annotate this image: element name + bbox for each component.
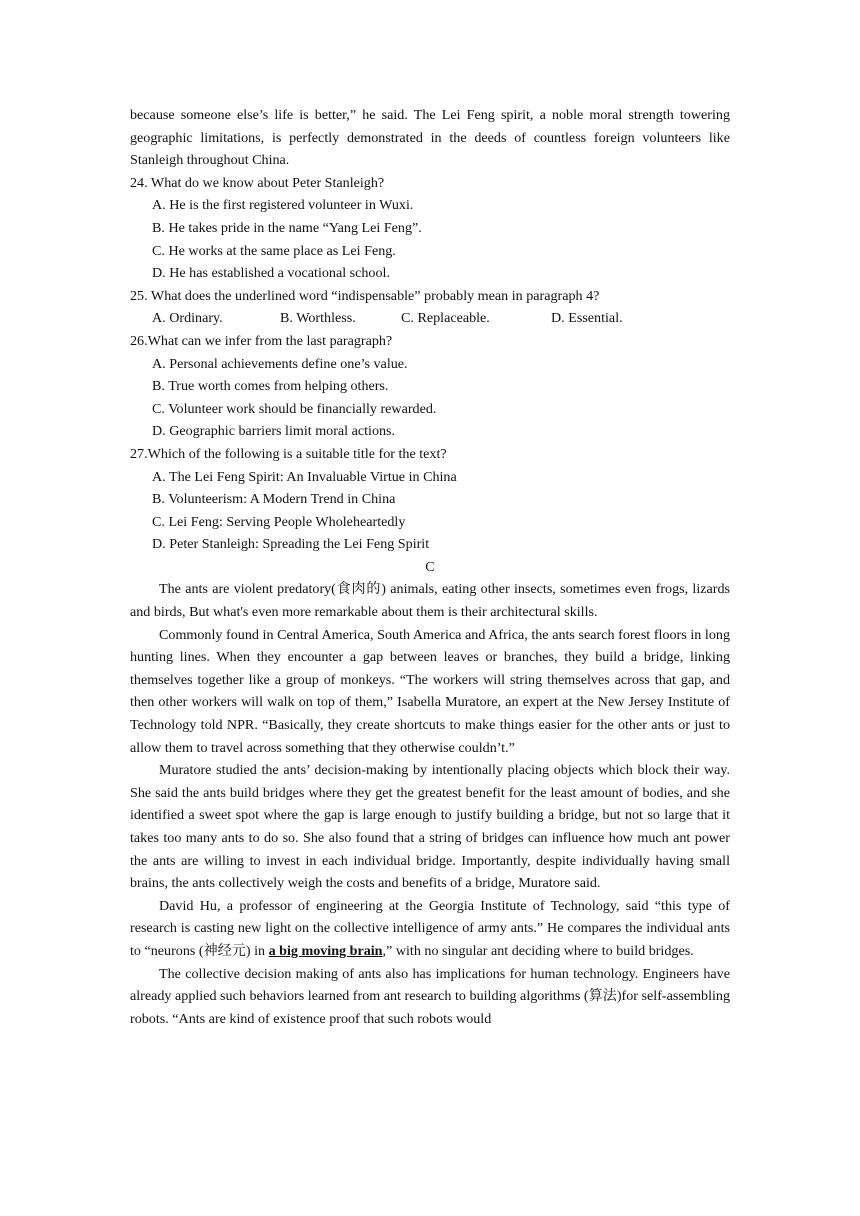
question-stem: 24. What do we know about Peter Stanleigh? [130, 174, 385, 191]
question-26 [130, 330, 730, 443]
question-stem: 26.What can we infer from the last paragraph? [130, 332, 393, 349]
option-b: B. Volunteerism: A Modern Trend in China [152, 491, 396, 508]
option-b: B. He takes pride in the name “Yang Lei Feng”. [152, 219, 422, 236]
paragraph-text: ,” with no singular ant deciding where to build bridges. [382, 942, 694, 959]
option-d: D. Essential. [551, 310, 623, 327]
option-b: B. True worth comes from helping others. [152, 378, 389, 395]
section-heading: C [425, 558, 435, 575]
passage-c-paragraph-2: Commonly found in Central America, South America and Africa, the ants search forest floors in long hunting lines. When they encounter a gap between leaves or branches, they build a bridge, linking themselves together like a group of monkeys. “The workers will string themselves across that gap, and then other workers will walk on top of them,” Isabella Muratore, an expert at the New Jersey Institute of Technology told NPR. “Basically, they create shortcuts to make things easier for the other ants or just to allow them to travel across something that they otherwise couldn’t.” [130, 626, 730, 756]
option-d: D. He has established a vocational school. [152, 265, 390, 282]
option-c: C. Volunteer work should be financially rewarded. [152, 400, 437, 417]
passage-c-paragraph-3: Muratore studied the ants’ decision-making by intentionally placing objects which block their way. She said the ants build bridges where they get the greatest benefit for the least amount of bodies, and she identified a sweet spot where the gap is large enough to justify building a bridge, but not so large that it takes too many ants to do so. She also found that a string of bridges can influence how much ant power the ants are willing to invest in each individual bridge. Importantly, despite individually having small brains, the ants collectively weigh the costs and benefits of a bridge, Muratore said. [130, 762, 730, 892]
options-row [152, 307, 730, 330]
option-d: D. Peter Stanleigh: Spreading the Lei Feng Spirit [152, 536, 430, 553]
question-stem: 25. What does the underlined word “indispensable” probably mean in paragraph 4? [130, 287, 600, 304]
page-content [130, 104, 730, 1030]
option-b: B. Worthless. [280, 310, 356, 327]
option-a: A. Ordinary. [152, 310, 223, 327]
question-25 [130, 285, 730, 330]
paragraph-text: David Hu, a professor of engineering at the Georgia Institute of Technology, said “this type of research is casting new light on the collective intelligence of army ants.” He compares the individual ants to “neurons (神经元) in [130, 897, 730, 959]
option-a: A. Personal achievements define one’s value. [152, 355, 408, 372]
passage-c-paragraph-5: The collective decision making of ants also has implications for human technology. Engineers have already applied such behaviors learned from ant research to building algorithms (算法)for self-assembling robots. “Ants are kind of existence proof that such robots would [130, 965, 730, 1027]
passage-c-paragraph-4 [130, 895, 730, 963]
question-stem: 27.Which of the following is a suitable title for the text? [130, 445, 447, 462]
option-c: C. Lei Feng: Serving People Wholeheartedly [152, 513, 406, 530]
option-d: D. Geographic barriers limit moral actions. [152, 423, 396, 440]
option-a: A. He is the first registered volunteer in Wuxi. [152, 197, 414, 214]
option-c: C. He works at the same place as Lei Feng. [152, 242, 396, 259]
passage-c-paragraph-1: The ants are violent predatory(食肉的) animals, eating other insects, sometimes even frogs, lizards and birds, But what's even more remarkable about them is their architectural skills. [130, 581, 730, 621]
option-c: C. Replaceable. [401, 310, 490, 327]
passage-b-tail: because someone else’s life is better,” he said. The Lei Feng spirit, a noble moral strength towering geographic limitations, is perfectly demonstrated in the deeds of countless foreign volunteers like Stanleigh throughout China. [130, 107, 730, 169]
option-a: A. The Lei Feng Spirit: An Invaluable Virtue in China [152, 468, 457, 485]
question-27 [130, 443, 730, 556]
question-24 [130, 172, 730, 285]
underlined-phrase: a big moving brain [268, 942, 383, 959]
